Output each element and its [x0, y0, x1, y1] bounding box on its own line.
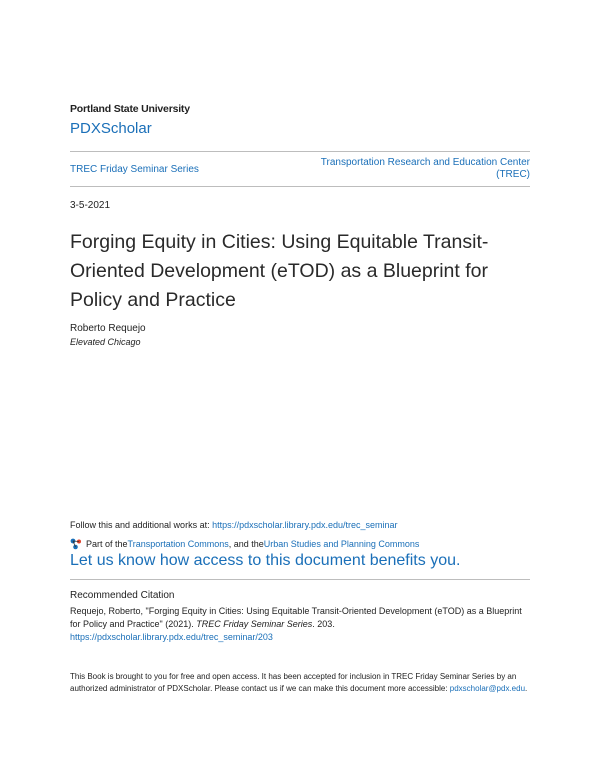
citation-url-link[interactable]: https://pdxscholar.library.pdx.edu/trec_seminar/203	[70, 632, 273, 642]
transportation-commons-link[interactable]: Transportation Commons	[127, 539, 229, 549]
citation-heading: Recommended Citation	[70, 590, 175, 601]
citation-body	[70, 605, 532, 644]
publication-date: 3-5-2021	[70, 200, 111, 211]
document-title: Forging Equity in Cities: Using Equitable Transit-Oriented Development (eTOD) as a Blueprint for Policy and Practice	[70, 231, 489, 311]
urban-studies-commons-link[interactable]: Urban Studies and Planning Commons	[263, 539, 420, 549]
center-link[interactable]	[290, 157, 530, 181]
part-of-line	[70, 538, 419, 550]
access-statement	[70, 671, 532, 694]
follow-prefix: Follow this and additional works at:	[70, 520, 213, 530]
university-name: Portland State University	[70, 103, 190, 115]
divider-top	[70, 151, 530, 152]
access-statement-text: This Book is brought to you for free and open access. It has been accepted for inclusion in TREC Friday Seminar Series by an authorized administrator of PDXScholar. Please contact us if we can make this document more accessible:	[70, 672, 517, 693]
series-link[interactable]: TREC Friday Seminar Series	[70, 164, 199, 175]
author-affiliation: Elevated Chicago	[70, 337, 141, 347]
access-statement-end: .	[525, 683, 528, 693]
part-of-prefix: Part of the	[86, 539, 128, 549]
network-icon	[70, 538, 82, 550]
center-link-line2: (TREC)	[496, 169, 530, 180]
citation-series: TREC Friday Seminar Series	[196, 619, 313, 629]
access-feedback-link[interactable]: Let us know how access to this document benefits you.	[70, 552, 461, 569]
citation-number: . 203.	[312, 619, 335, 629]
follow-line	[70, 520, 398, 530]
divider-series	[70, 186, 530, 187]
part-of-middle: , and the	[228, 539, 264, 549]
pdxscholar-link[interactable]: PDXScholar	[70, 120, 152, 137]
author-name: Roberto Requejo	[70, 323, 146, 334]
follow-link[interactable]: https://pdxscholar.library.pdx.edu/trec_seminar	[212, 520, 398, 530]
citation-text: Requejo, Roberto, "Forging Equity in Cities: Using Equitable Transit-Oriented Development (eTOD) as a Blueprint for Policy and Practice" (2021).	[70, 606, 522, 629]
center-link-line1: Transportation Research and Education Center	[320, 157, 530, 168]
divider-citation	[70, 579, 530, 580]
contact-email-link[interactable]: pdxscholar@pdx.edu	[449, 683, 526, 693]
